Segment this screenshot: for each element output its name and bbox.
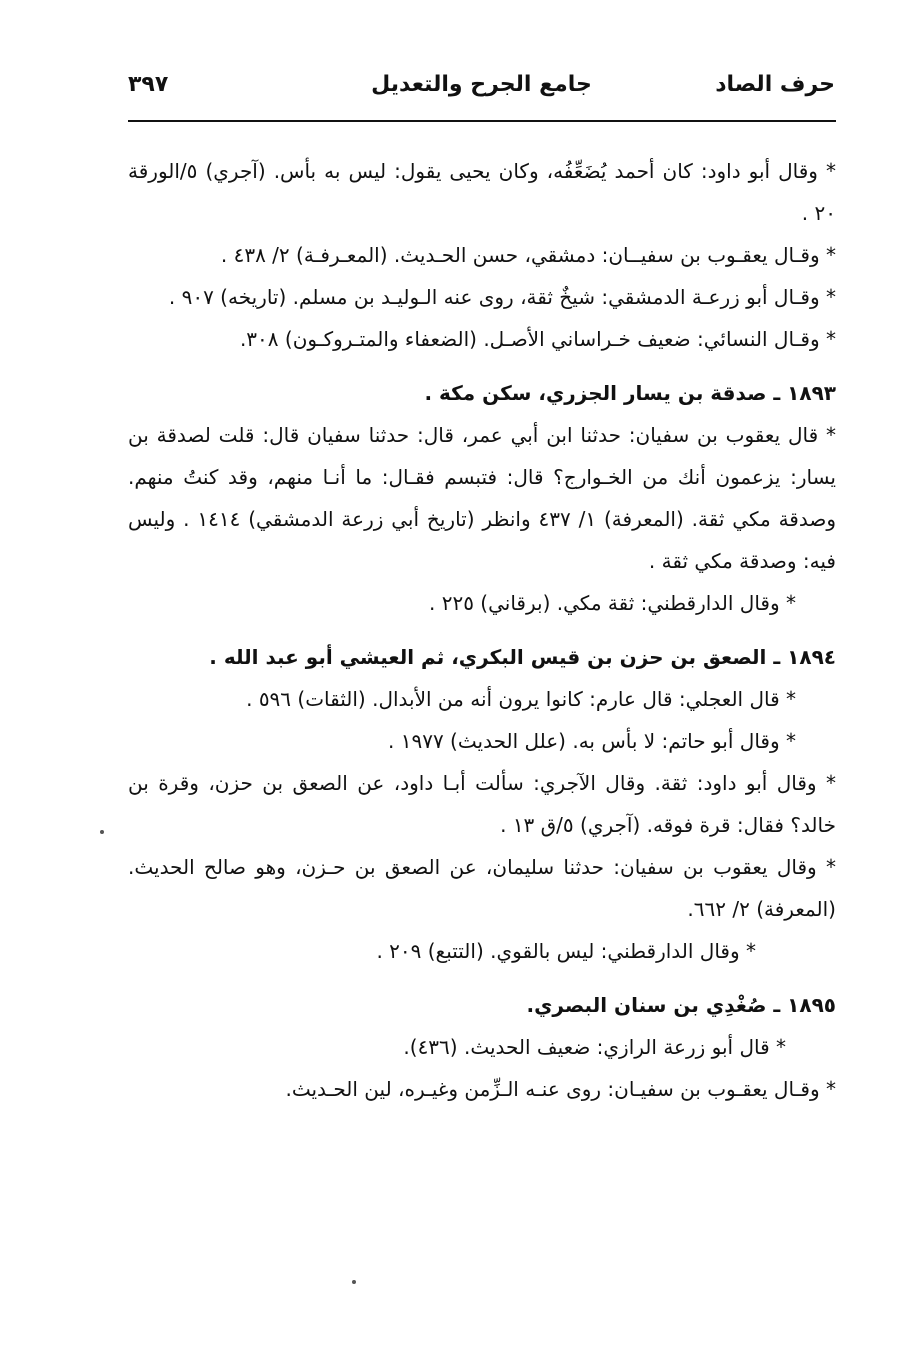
running-header: [128, 62, 835, 114]
page-number: ٣٩٧: [128, 72, 169, 97]
paragraph: * وقال الدارقطني: ثقة مكي. (برقاني) ٢٢٥ .: [428, 591, 796, 615]
paragraph: * وقـال أبو زرعـة الدمشقي: شيخٌ ثقة، روى عنه الـوليـد بن مسلم. (تاريخه) ٩٠٧ .: [168, 285, 836, 309]
header-book-title: جامع الجرح والتعديل: [371, 72, 592, 97]
scan-speck: [100, 830, 104, 834]
paragraph: * وقال يعقوب بن سفيان: حدثنا سليمان، عن الصعق بن حـزن، وهو صالح الحديث. (المعرفة) ٢/ ٦٦٢.: [128, 855, 836, 921]
scan-speck: [352, 1280, 356, 1284]
paragraph: * وقـال النسائي: ضعيف خـراساني الأصـل. (الضعفاء والمتـروكـون) ٣٠٨.: [239, 327, 836, 351]
paragraph: * قال أبو زرعة الرازي: ضعيف الحديث. (٤٣٦).: [403, 1035, 786, 1059]
paragraph: * وقال أبو داود: كان أحمد يُضَعِّفُه، وكان يحيى يقول: ليس به بأس. (آجري) ٥/الورقة ٢٠ .: [128, 159, 836, 225]
spacer: [128, 624, 836, 636]
entry-title: ١٨٩٣ ـ صدقة بن يسار الجزري، سكن مكة .: [424, 381, 836, 405]
paragraph: * وقال أبو داود: ثقة. وقال الآجري: سألت أبـا داود، عن الصعق بن حزن، وقرة بن خالد؟ فقال: قرة فوقه. (آجري) ٥/ق ١٣ .: [128, 771, 836, 837]
paragraph: * وقـال يعقـوب بن سفيـان: روى عنـه الـزِّمن وغيـره، لين الحـديث.: [285, 1077, 836, 1101]
spacer: [128, 972, 836, 984]
page-body: [128, 150, 836, 1110]
paragraph: * وقال أبو حاتم: لا بأس به. (علل الحديث) ١٩٧٧ .: [388, 729, 796, 753]
paragraph: * وقـال يعقـوب بن سفيــان: دمشقي، حسن الحـديث. (المعـرفـة) ٢/ ٤٣٨ .: [220, 243, 836, 267]
spacer: [128, 360, 836, 372]
header-section: حرف الصاد: [715, 72, 835, 97]
entry-title: ١٨٩٤ ـ الصعق بن حزن بن قيس البكري، ثم العيشي أبو عبد الله .: [209, 645, 836, 669]
header-rule: [128, 120, 836, 122]
paragraph: * وقال الدارقطني: ليس بالقوي. (التتبع) ٢٠٩ .: [376, 939, 756, 963]
paragraph: * قال يعقوب بن سفيان: حدثنا ابن أبي عمر، قال: حدثنا سفيان قال: قلت لصدقة بن يسار: يزعمون أنك من الخـوارج؟ قال: فتبسم فقـال: ما أنـا منهم، وقد كنتُ منهم. وصدقة مكي ثقة. (المعرفة) ١/ ٤٣٧ وانظر (تاريخ أبي زرعة الدمشقي) ١٤١٤ . وليس فيه: وصدقة مكي ثقة .: [128, 423, 837, 573]
paragraph: * قال العجلي: قال عارم: كانوا يرون أنه من الأبدال. (الثقات) ٥٩٦ .: [246, 687, 796, 711]
entry-title: ١٨٩٥ ـ صُغْدِي بن سنان البصري.: [526, 993, 836, 1017]
